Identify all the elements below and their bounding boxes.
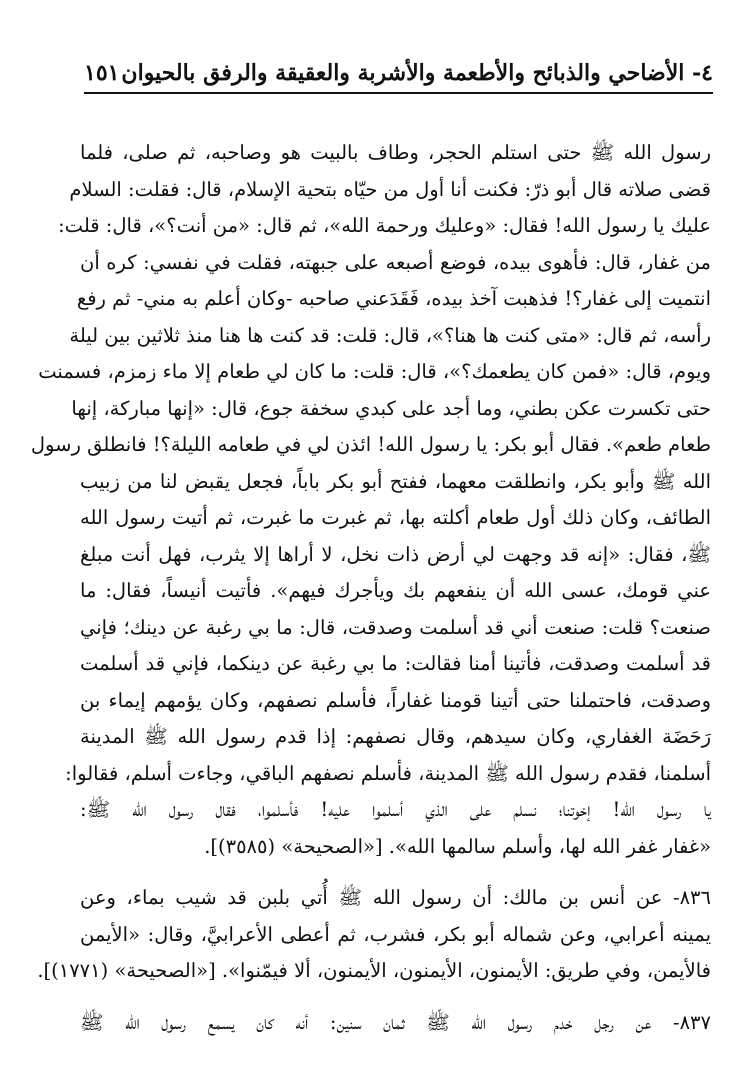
text-line: قضى صلاته قال أبو ذرّ: فكنت أنا أول من حيّاه بتحية الإسلام، قال: فقلت: السلام xyxy=(69,177,711,201)
text-line: ٨٣٦- عن أنس بن مالك: أن رسول الله ﷺ أُتي بلبن قد شيب بماء، وعن xyxy=(80,886,711,909)
paragraph-hadith-837 xyxy=(80,1005,711,1042)
text-line: يمينه أعرابي، وعن شماله أبو بكر، فشرب، ثم أعطى الأعرابيَّ، وقال: «الأيمن xyxy=(80,922,711,946)
text-line: أسلمنا، فقدم رسول الله ﷺ المدينة، فأسلم نصفهم الباقي، وجاءت أسلم، فقالوا: xyxy=(65,761,711,785)
text-line: قد أسلمت وصدقت، فأتينا أمنا فقالت: ما بي رغبة عن دينكما، فإني قد أسلمت xyxy=(80,652,711,675)
text-line: الطائف، وكان ذلك أول طعام أكلته بها، ثم غبرت ما غبرت، ثم أتيت رسول الله xyxy=(80,506,711,529)
text-line: رأسه، ثم قال: «متى كنت ها هنا؟»، قال: قلت: قد كنت ها هنا منذ ثلاثين بين ليلة xyxy=(69,323,711,347)
text-line: عني قومك، عسى الله أن ينفعهم بك ويأجرك فيهم». فأتيت أنيساً، فقال: ما xyxy=(80,579,711,602)
text-line: من غفار، قال: فأهوى بيده، فوضع أصبعه على جبهته، فقلت في نفسي: كره أن xyxy=(80,250,711,274)
text-line: «غفار غفر الله لها، وأسلم سالمها الله». [«الصحيحة» (٣٥٨٥)]. xyxy=(204,834,711,858)
text-line: ٨٣٧- عن رجل خدم رسول الله ﷺ ثمان سنين: أنه كان يسمع رسول الله ﷺ xyxy=(80,1010,711,1034)
chapter-title: ٤- الأضاحي والذبائح والأطعمة والأشربة والعقيقة والرفق بالحيوان xyxy=(121,60,713,86)
page-number: ١٥١ xyxy=(84,60,120,86)
text-line: انتميت إلى غفار؟! فذهبت آخذ بيده، فَقَدَعني صاحبه -وكان أعلم به مني- ثم رفع xyxy=(76,287,711,310)
text-line: الله ﷺ وأبو بكر، وانطلقت معهما، ففتح أبو بكر باباً، فجعل يقبض لنا من زبيب xyxy=(80,469,711,493)
text-line: وصدقت، فاحتملنا حتى أتينا قومنا غفاراً، فأسلم نصفهم، وكان يؤمهم إيماء بن xyxy=(80,688,711,712)
text-line: رسول الله ﷺ حتى استلم الحجر، وطاف بالبيت هو وصاحبه، ثم صلى، فلما xyxy=(80,141,711,164)
text-line: يا رسول الله! إخوتنا؛ نسلم على الذي أسلموا عليه! فأسلموا، فقال رسول الله ﷺ: xyxy=(80,798,711,821)
text-line: ﷺ، فقال: «إنه قد وجهت لي أرض ذات نخل، لا أراها إلا يثرب، فهل أنت مبلغ xyxy=(80,542,711,566)
text-line: صنعت؟ قلت: صنعت أني قد أسلمت وصدقت، قال: ما بي رغبة عن دينك؛ فإني xyxy=(80,615,711,639)
text-line: طعام طعم». فقال أبو بكر: يا رسول الله! ائذن لي في طعامه الليلة؟! فانطلق رسول xyxy=(30,433,711,456)
text-line: عليك يا رسول الله! فقال: «وعليك ورحمة الله»، ثم قال: «من أنت؟»، قال: قلت: xyxy=(58,214,711,237)
text-line: ويوم، قال: «فمن كان يطعمك؟»، قال: قلت: ما كان لي طعام إلا ماء زمزم، فسمنت xyxy=(38,360,711,383)
text-line: حتى تكسرت عكن بطني، وما أجد على كبدي سخفة جوع، قال: «إنها مباركة، إنها xyxy=(71,396,711,420)
running-header xyxy=(84,50,713,94)
paragraph-hadith-836 xyxy=(37,880,711,990)
paragraph-hadith-835-continued xyxy=(30,135,711,865)
text-line: فالأيمن، وفي طريق: الأيمنون، الأيمنون، الأيمنون، ألا فيمّنوا». [«الصحيحة» (١٧٧١)]. xyxy=(37,959,711,982)
text-body xyxy=(30,135,711,1041)
text-line: رَحَضَة الغفاري، وكان سيدهم، وقال نصفهم: إذا قدم رسول الله ﷺ المدينة xyxy=(80,725,711,748)
